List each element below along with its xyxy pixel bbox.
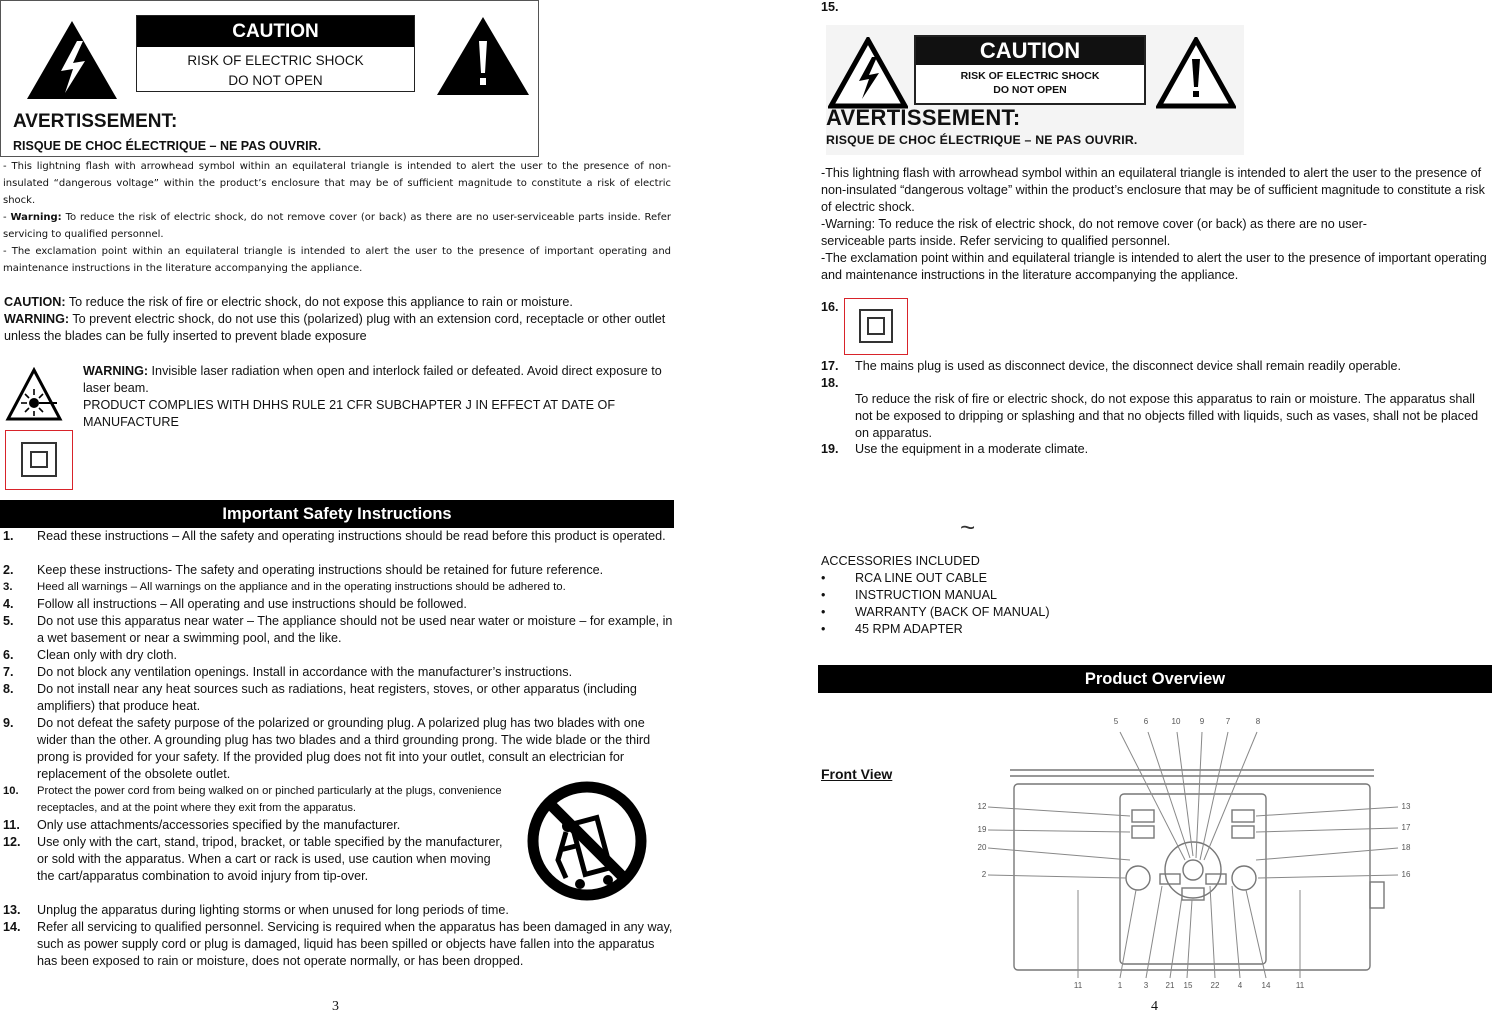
- caution-line2: DO NOT OPEN: [228, 73, 323, 88]
- callout-bottom-4: 21: [1165, 981, 1175, 990]
- item-text: Do not use this apparatus near water – The appliance should not be used near water or moisture – for example, in a wet basement or near a swimming pool, and the like.: [37, 614, 673, 645]
- double-insulation-inner-icon: [867, 317, 885, 335]
- instruction-item-10: [3, 783, 503, 817]
- bullet: •: [821, 605, 826, 619]
- item-number: 19.: [821, 442, 839, 456]
- warning-label-box: [0, 0, 539, 157]
- callout-bottom-9: 11: [1295, 981, 1305, 990]
- diagram-callouts: [978, 717, 1411, 990]
- symbol-para-3: - The exclamation point within an equilateral triangle is intended to alert the user to the presence of important operating and maintenance instructions in the literature accompanying the appliance.: [3, 246, 671, 274]
- callout-top-1: 5: [1113, 717, 1119, 726]
- item-text: Follow all instructions – All operating and use instructions should be followed.: [37, 597, 467, 611]
- item-text: Do not block any ventilation openings. Install in accordance with the manufacturer’s instructions.: [37, 665, 573, 679]
- page-number-left: 3: [332, 999, 339, 1014]
- instruction-item-1: [3, 528, 673, 545]
- bullet: •: [821, 571, 826, 585]
- callout-left-2: 19: [977, 825, 987, 834]
- warning-inline-text: To reduce the risk of electric shock, do not remove cover (or back) as there are no user-serviceable parts inside. Refer servicing to qualified personnel.: [3, 212, 671, 240]
- warning-inline-label: Warning:: [10, 212, 62, 223]
- item-18: [821, 375, 1489, 442]
- instruction-item-11: [3, 817, 503, 834]
- symbol-para-1: -This lightning flash with arrowhead symbol within an equilateral triangle is intended to alert the user to the presence of non-insulated “dangerous voltage” within the product’s enclosure that may be of sufficient magnitude to constitute a risk of electric shock.: [821, 166, 1485, 214]
- symbol-para-3: -The exclamation point within and equilateral triangle is intended to alert the user to the presence of important operating and maintenance instructions in the literature accompanying the appliance.: [821, 251, 1487, 282]
- page-number-right: 4: [1151, 999, 1158, 1014]
- item-number: 9.: [3, 716, 14, 730]
- symbols-explanation: [3, 158, 671, 277]
- symbol-para-2: [3, 209, 671, 243]
- lightning-triangle-icon: [25, 19, 119, 101]
- item-number: 12.: [3, 835, 21, 849]
- item-number: 4.: [3, 597, 14, 611]
- item-text: Use only with the cart, stand, tripod, bracket, or table specified by the manufacturer, or sold with the apparatus. When a cart or rack is used, use caution when moving the cart/apparatus combination to avoid injury from tip-over.: [37, 835, 503, 883]
- warning-text: To prevent electric shock, do not use this (polarized) plug with an extension cord, receptacle or other outlet unless the blades can be fully inserted to prevent blade exposure: [4, 312, 666, 343]
- instruction-item-13: [3, 902, 673, 919]
- double-insulation-symbol-frame: [5, 430, 73, 490]
- caution-plate: [136, 15, 415, 92]
- ac-tilde-symbol: ~: [960, 512, 976, 542]
- callout-bottom-8: 14: [1261, 981, 1271, 990]
- laser-warning-icon: [5, 367, 63, 423]
- exclamation-triangle-icon: [435, 15, 531, 97]
- item-text: Read these instructions – All the safety and operating instructions should be read before this product is operated.: [37, 529, 666, 543]
- item-text: Only use attachments/accessories specified by the manufacturer.: [37, 818, 401, 832]
- callout-left-3: 20: [977, 843, 987, 852]
- instruction-item-3: [3, 579, 673, 596]
- avertissement-image-line: RISQUE DE CHOC ÉLECTRIQUE – NE PAS OUVRIR.: [826, 133, 1138, 147]
- avertissement-title: AVERTISSEMENT:: [13, 111, 178, 132]
- item-text: Do not install near any heat sources such as radiations, heat registers, stoves, or other apparatus (including amplifiers) that produce heat.: [37, 682, 637, 713]
- dash: -: [3, 212, 11, 223]
- symbols-explanation-right: [821, 165, 1489, 284]
- item-number: 3.: [3, 581, 13, 593]
- laser-compliance: PRODUCT COMPLIES WITH DHHS RULE 21 CFR SUBCHAPTER J IN EFFECT AT DATE OF MANUFACTURE: [83, 398, 616, 429]
- item-number: 14.: [3, 920, 21, 934]
- instruction-item-9: [3, 715, 673, 783]
- item-text: Clean only with dry cloth.: [37, 648, 177, 662]
- caution-line1: RISK OF ELECTRIC SHOCK: [187, 53, 364, 68]
- callout-top-3: 10: [1171, 717, 1181, 726]
- avertissement-line: RISQUE DE CHOC ÉLECTRIQUE – NE PAS OUVRIR.: [13, 139, 322, 153]
- caution-paragraph: [4, 294, 672, 311]
- item-text: The mains plug is used as disconnect device, the disconnect device shall remain readily operable.: [855, 359, 1402, 373]
- caution-label-image: [826, 25, 1244, 155]
- item-text: To reduce the risk of fire or electric shock, do not expose this apparatus to rain or moisture. The apparatus shall not be exposed to dripping or splashing and that no objects filled with liquids, such as vases, shall not be placed on apparatus.: [855, 392, 1479, 440]
- warning-paragraph: [4, 311, 672, 345]
- callout-left-1: 12: [977, 802, 987, 811]
- safety-instructions-header: Important Safety Instructions: [0, 500, 674, 528]
- callout-top-2: 6: [1143, 717, 1149, 726]
- caution-text: To reduce the risk of fire or electric shock, do not expose this appliance to rain or moisture.: [65, 295, 573, 309]
- callout-bottom-3: 3: [1143, 981, 1149, 990]
- item-text: Use the equipment in a moderate climate.: [855, 442, 1089, 456]
- item-text: Heed all warnings – All warnings on the appliance and in the operating instructions should be adhered to.: [37, 581, 566, 593]
- item-text: Do not defeat the safety purpose of the polarized or grounding plug. A polarized plug has two blades with one wider than the other. A grounding plug has two blades and a third grounding prong. The wide blade or the third prong is provided for your safety. If the provided plug does not fit into your outlet, consult an electrician for replacement of the obsolete outlet.: [37, 716, 651, 781]
- instruction-item-8: [3, 681, 673, 715]
- callout-bottom-7: 4: [1237, 981, 1243, 990]
- item-17: [821, 358, 1489, 375]
- caution-title: CAUTION: [137, 16, 414, 47]
- callout-top-5: 7: [1225, 717, 1231, 726]
- laser-label: WARNING:: [83, 364, 149, 378]
- item-19: [821, 441, 1489, 458]
- accessory-item: [821, 621, 963, 638]
- double-insulation-symbol-frame: [844, 298, 908, 355]
- instruction-item-2: [3, 562, 673, 579]
- instruction-item-7: [3, 664, 673, 681]
- accessory-label: WARRANTY (BACK OF MANUAL): [855, 605, 1050, 619]
- lightning-triangle-icon: [828, 37, 908, 109]
- front-view-diagram: [970, 710, 1430, 1000]
- item-number: 7.: [3, 665, 14, 679]
- item-number: 5.: [3, 614, 14, 628]
- instruction-item-6: [3, 647, 673, 664]
- item-number: 17.: [821, 359, 839, 373]
- instruction-item-4: [3, 596, 673, 613]
- instruction-item-12: [3, 834, 508, 885]
- front-view-label: Front View: [821, 766, 893, 782]
- item-number: 13.: [3, 903, 21, 917]
- avertissement-image-title: AVERTISSEMENT:: [826, 105, 1021, 130]
- item-text: Keep these instructions- The safety and operating instructions should be retained for future reference.: [37, 563, 604, 577]
- warning-label: WARNING:: [4, 312, 70, 326]
- accessory-item: [821, 587, 998, 604]
- caution-plate-image: [914, 35, 1146, 105]
- symbol-para-1: - This lightning flash with arrowhead symbol within an equilateral triangle is intended to alert the user to the presence of non-insulated “dangerous voltage” within the product’s enclosure that may be of sufficient magnitude to constitute a risk of electric shock.: [3, 161, 671, 206]
- accessory-label: INSTRUCTION MANUAL: [855, 588, 998, 602]
- accessory-label: RCA LINE OUT CABLE: [855, 571, 988, 585]
- laser-text: Invisible laser radiation when open and interlock failed or defeated. Avoid direct exposure to laser beam.: [83, 364, 662, 395]
- accessories-title: ACCESSORIES INCLUDED: [821, 554, 980, 568]
- callout-right-4: 16: [1401, 870, 1411, 879]
- callout-right-1: 13: [1401, 802, 1411, 811]
- symbol-para-2: -Warning: To reduce the risk of electric shock, do not remove cover (or back) as there are no user-serviceable parts inside. Refer servicing to qualified personnel.: [821, 217, 1367, 248]
- callout-right-3: 18: [1401, 843, 1411, 852]
- accessory-item: [821, 570, 988, 587]
- bullet: •: [821, 588, 826, 602]
- caution-image-title: CAUTION: [916, 37, 1144, 65]
- item-number: 10.: [3, 785, 19, 797]
- callout-right-2: 17: [1401, 823, 1411, 832]
- callout-bottom-5: 15: [1183, 981, 1193, 990]
- laser-warning-text: [83, 363, 673, 431]
- instruction-item-14: [3, 919, 673, 970]
- callout-top-4: 9: [1199, 717, 1205, 726]
- item-text: Refer all servicing to qualified personnel. Servicing is required when the apparatus has been damaged in any way, such as power supply cord or plug is damaged, liquid has been spilled or objects have fallen into the apparatus has been exposed to rain or moisture, does not operate normally, or has been dropped.: [37, 920, 673, 968]
- accessory-item: [821, 604, 1050, 621]
- item-number: 2.: [3, 563, 14, 577]
- exclamation-triangle-icon: [1156, 37, 1236, 109]
- item-number: 6.: [3, 648, 14, 662]
- caution-warning-block: [4, 294, 672, 345]
- item-number: 1.: [3, 529, 14, 543]
- callout-top-6: 8: [1255, 717, 1261, 726]
- caution-image-line1: RISK OF ELECTRIC SHOCK: [960, 70, 1100, 82]
- item-16-number: 16.: [821, 300, 839, 314]
- bullet: •: [821, 622, 826, 636]
- item-15-number: 15.: [821, 0, 839, 14]
- double-insulation-inner-icon: [30, 451, 48, 468]
- caution-image-line2: DO NOT OPEN: [993, 84, 1067, 96]
- cart-tipover-warning-icon: [522, 780, 652, 902]
- instruction-item-5: [3, 613, 673, 647]
- callout-bottom-1: 11: [1073, 981, 1083, 990]
- item-text: Protect the power cord from being walked on or pinched particularly at the plugs, convenience receptacles, and at the point where they exit from the apparatus.: [37, 785, 502, 814]
- item-number: 8.: [3, 682, 14, 696]
- callout-bottom-6: 22: [1210, 981, 1220, 990]
- item-number: 18.: [821, 376, 839, 390]
- caution-label: CAUTION:: [4, 295, 66, 309]
- callout-bottom-2: 1: [1117, 981, 1123, 990]
- item-number: 11.: [3, 818, 20, 832]
- product-overview-header: Product Overview: [818, 665, 1492, 693]
- item-text: Unplug the apparatus during lighting storms or when unused for long periods of time.: [37, 903, 509, 917]
- accessory-label: 45 RPM ADAPTER: [855, 622, 963, 636]
- callout-left-4: 2: [981, 870, 987, 879]
- laser-paragraph: [83, 363, 673, 397]
